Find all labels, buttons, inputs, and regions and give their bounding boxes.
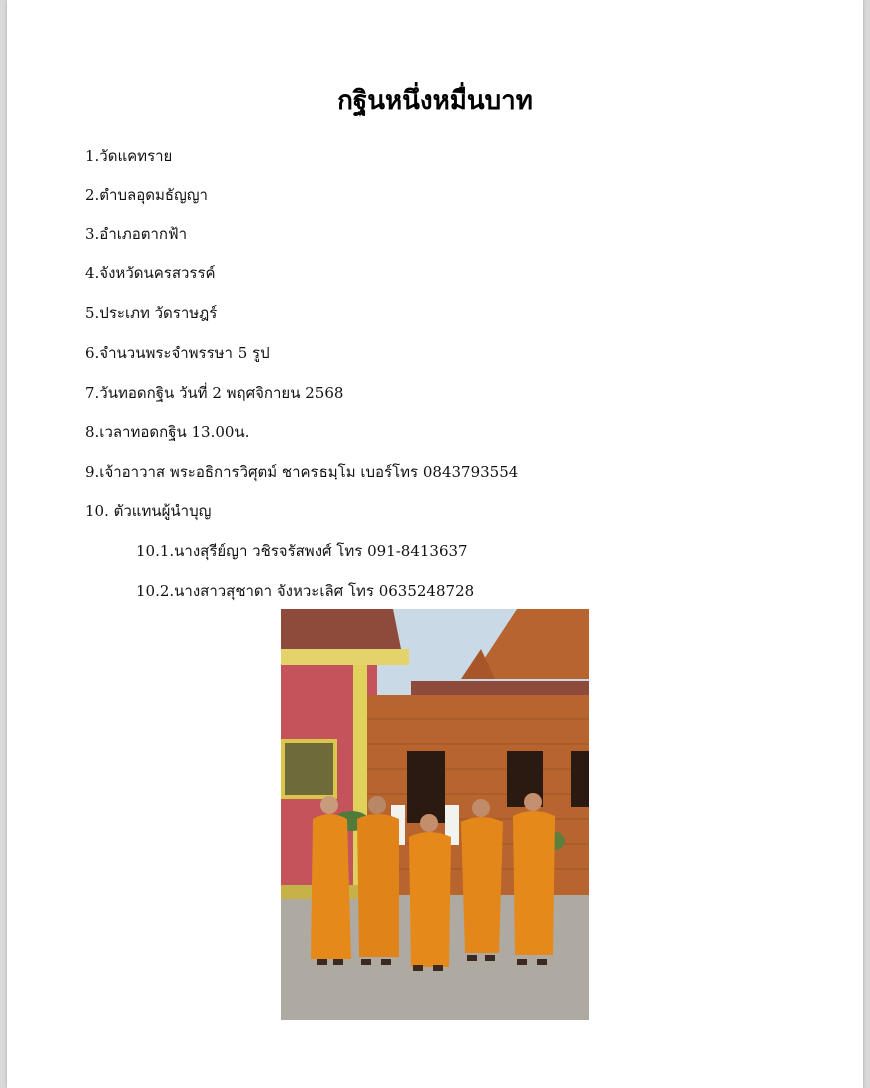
info-line-province: 4.จังหวัดนครสวรรค์ [85,264,216,282]
representative-item: 10.2.นางสาวสุชาดา จังหวะเลิศ โทร 0635248728 [136,582,475,600]
info-line-date: 7.วันทอดกฐิน วันที่ 2 พฤศจิกายน 2568 [85,384,344,402]
info-line-temple: 1.วัดแคทราย [85,147,173,165]
page-title: กฐินหนึ่งหมื่นบาท [337,86,533,116]
info-line-representatives: 10. ตัวแทนผู้นำบุญ [85,502,212,520]
temple-monks-photo [281,609,589,1020]
info-line-time: 8.เวลาทอดกฐิน 13.00น. [85,423,250,441]
info-line-type: 5.ประเภท วัดราษฎร์ [85,304,218,322]
representative-item: 10.1.นางสุรีย์ญา วชิรจรัสพงศ์ โทร 091-8413637 [136,542,468,560]
info-line-subdistrict: 2.ตำบลอุดมธัญญา [85,186,208,204]
info-line-district: 3.อำเภอตากฟ้า [85,225,188,243]
document-page [7,0,863,1088]
info-line-abbot: 9.เจ้าอาวาส พระอธิการวิศุตม์ ชาครธมฺโม เบอร์โทร 0843793554 [85,463,519,481]
info-line-monk-count: 6.จำนวนพระจำพรรษา 5 รูป [85,344,270,362]
